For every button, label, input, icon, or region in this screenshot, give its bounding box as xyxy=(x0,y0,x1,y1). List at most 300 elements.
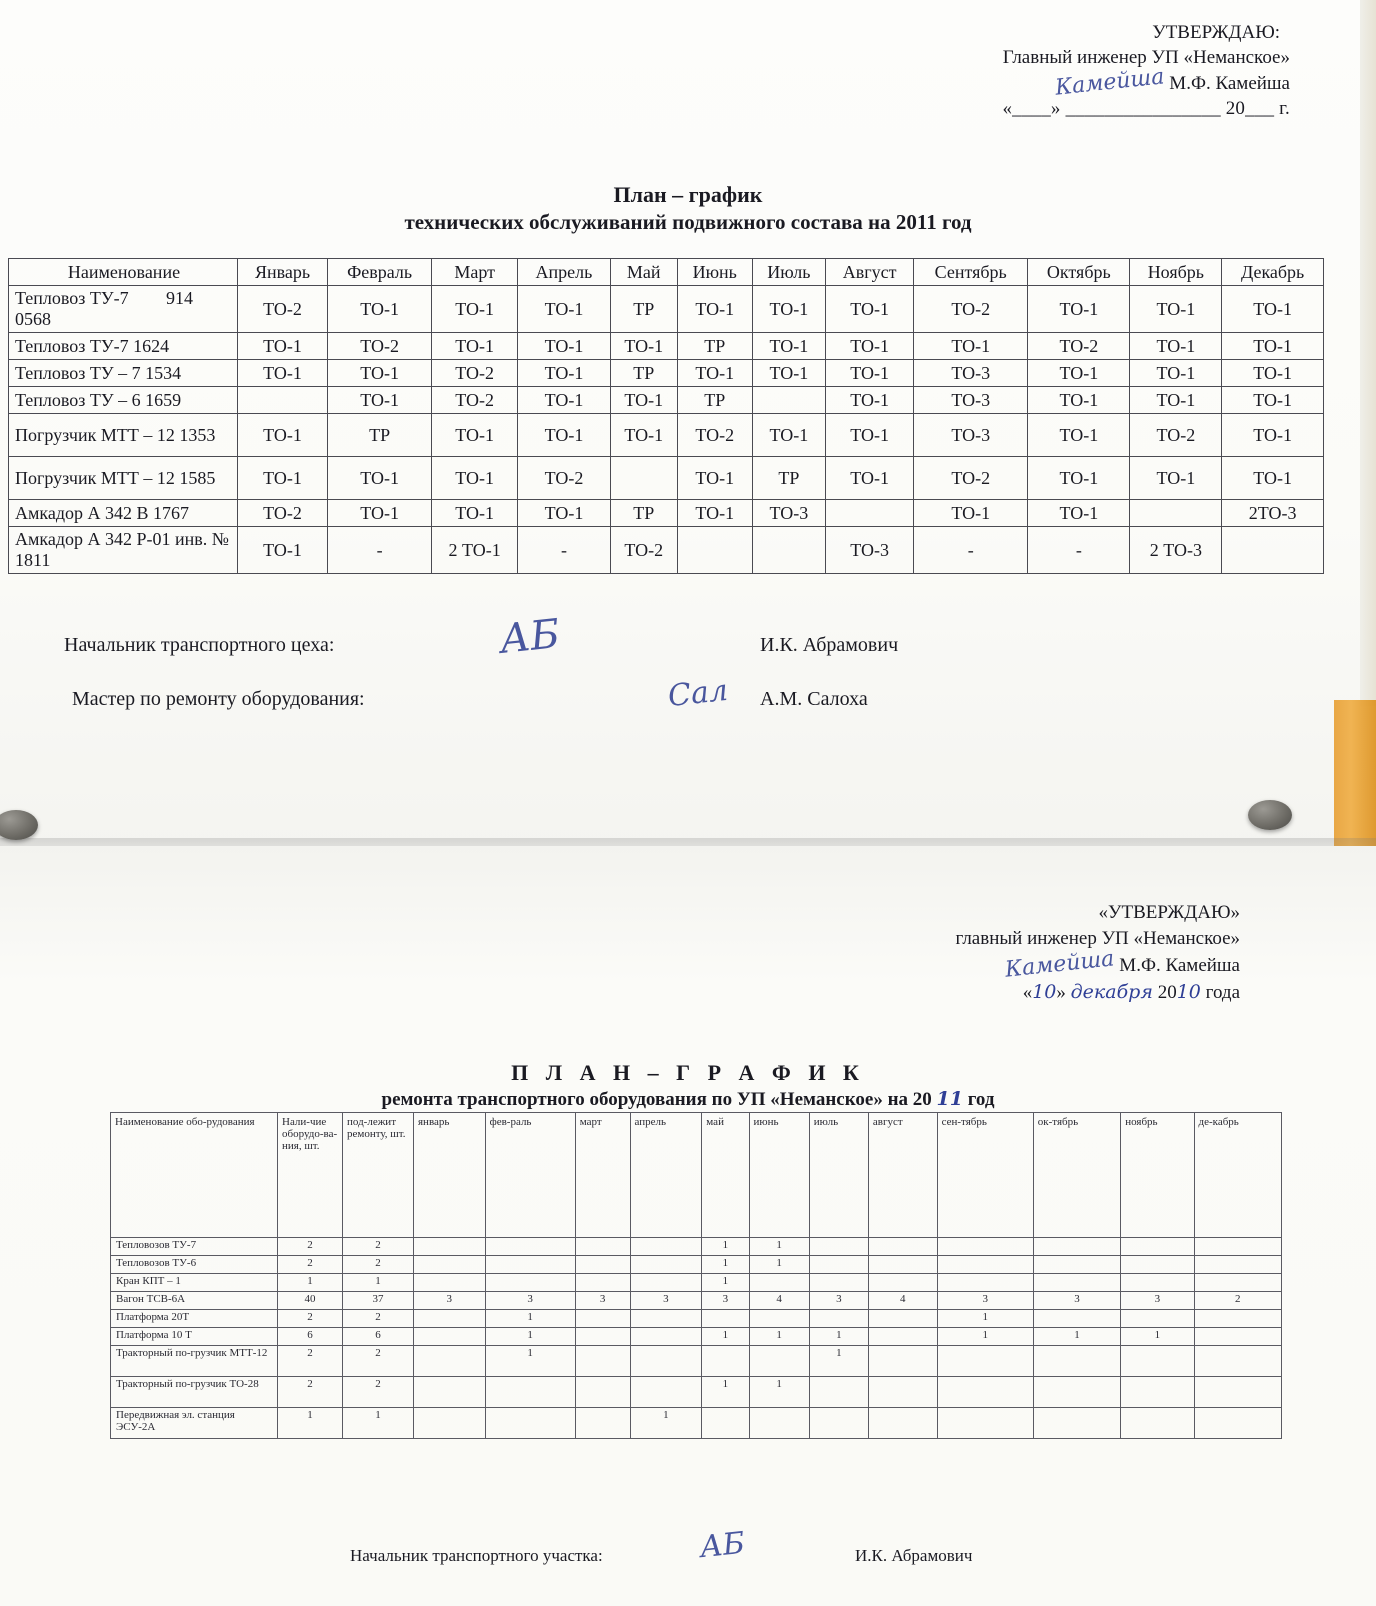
cell-march xyxy=(575,1274,630,1292)
cell-august: 4 xyxy=(868,1292,937,1310)
cell-january xyxy=(414,1274,486,1292)
cell-february xyxy=(485,1408,575,1439)
cell-september: ТО-3 xyxy=(914,360,1028,387)
cell-february: 1 xyxy=(485,1310,575,1328)
col-header-november: Ноябрь xyxy=(1130,259,1222,286)
handwritten-signature: Камейша xyxy=(1003,946,1116,983)
cell-quantity: 6 xyxy=(278,1328,343,1346)
table-row xyxy=(9,500,1324,527)
cell-april: - xyxy=(518,527,610,574)
cell-october: ТО-1 xyxy=(1028,286,1130,333)
cell-may xyxy=(702,1310,749,1328)
col-header-april: Апрель xyxy=(518,259,610,286)
table-row xyxy=(111,1310,1282,1328)
cell-december xyxy=(1194,1328,1282,1346)
row-extra-number: 914 xyxy=(166,288,193,308)
page-edge-strip xyxy=(1360,0,1376,706)
row-label: Тепловоз ТУ – 6 1659 xyxy=(9,387,238,414)
cell-july xyxy=(809,1274,868,1292)
cell-april: ТО-1 xyxy=(518,500,610,527)
cell-february: 1 xyxy=(485,1328,575,1346)
table-row xyxy=(9,360,1324,387)
cell-august: ТО-1 xyxy=(826,333,914,360)
cell-june: 1 xyxy=(749,1256,809,1274)
cell-april xyxy=(630,1377,702,1408)
cell-june: ТО-1 xyxy=(677,286,752,333)
cell-april: ТО-1 xyxy=(518,414,610,457)
cell-november xyxy=(1121,1256,1194,1274)
cell-october: 3 xyxy=(1033,1292,1120,1310)
cell-june xyxy=(749,1310,809,1328)
cell-may: 1 xyxy=(702,1328,749,1346)
cell-september xyxy=(937,1346,1033,1377)
cell-april xyxy=(630,1346,702,1377)
cell-february xyxy=(485,1256,575,1274)
cell-october xyxy=(1033,1408,1120,1439)
cell-april xyxy=(630,1238,702,1256)
cell-december: ТО-1 xyxy=(1222,286,1324,333)
cell-december xyxy=(1194,1238,1282,1256)
cell-may: ТР xyxy=(610,360,677,387)
col-header-september: сен-тябрь xyxy=(937,1113,1033,1238)
cell-july xyxy=(752,387,825,414)
cell-december xyxy=(1194,1377,1282,1408)
approval-person-title: Главный инженер УП «Неманское» xyxy=(1002,47,1290,68)
cell-march xyxy=(575,1377,630,1408)
cell-september: 3 xyxy=(937,1292,1033,1310)
cell-november xyxy=(1121,1238,1194,1256)
cell-may: 1 xyxy=(702,1377,749,1408)
cell-august: ТО-1 xyxy=(826,387,914,414)
table-row xyxy=(9,527,1324,574)
cell-november xyxy=(1130,500,1222,527)
cell-quantity: 2 xyxy=(278,1346,343,1377)
cell-quantity: 1 xyxy=(278,1274,343,1292)
cell-august: ТО-1 xyxy=(826,414,914,457)
cell-february: ТО-1 xyxy=(328,387,432,414)
cell-december: ТО-1 xyxy=(1222,360,1324,387)
cell-january: ТО-2 xyxy=(238,286,328,333)
cell-june xyxy=(677,527,752,574)
row-label: Платформа 20Т xyxy=(111,1310,278,1328)
cell-july xyxy=(809,1238,868,1256)
row-label: Платформа 10 Т xyxy=(111,1328,278,1346)
cell-march: ТО-1 xyxy=(432,286,518,333)
col-header-august: Август xyxy=(826,259,914,286)
col-header-march: март xyxy=(575,1113,630,1238)
row-label: Тепловозов ТУ-7 xyxy=(111,1238,278,1256)
row-label: Тепловозов ТУ-6 xyxy=(111,1256,278,1274)
col-header-november: ноябрь xyxy=(1121,1113,1194,1238)
cell-august xyxy=(868,1377,937,1408)
cell-november xyxy=(1121,1408,1194,1439)
date-year-handwritten: 10 xyxy=(1176,981,1201,1003)
cell-june: ТО-1 xyxy=(677,360,752,387)
cell-december: ТО-1 xyxy=(1222,333,1324,360)
cell-october: ТО-2 xyxy=(1028,333,1130,360)
top-approval-block xyxy=(930,20,1290,121)
cell-november xyxy=(1121,1377,1194,1408)
cell-february: ТО-2 xyxy=(328,333,432,360)
col-header-july: Июль xyxy=(752,259,825,286)
approval-signature-row xyxy=(930,64,1290,101)
cell-october: - xyxy=(1028,527,1130,574)
cell-july: 1 xyxy=(809,1346,868,1377)
cell-february: 3 xyxy=(485,1292,575,1310)
cell-september: ТО-3 xyxy=(914,414,1028,457)
row-label: Тепловоз ТУ-7 1624 xyxy=(9,333,238,360)
cell-october: ТО-1 xyxy=(1028,387,1130,414)
row-label: Погрузчик МТТ – 12 1585 xyxy=(9,457,238,500)
approval-date-line xyxy=(820,979,1240,1006)
cell-february: ТО-1 xyxy=(328,286,432,333)
cell-may: 1 xyxy=(702,1238,749,1256)
cell-april: ТО-1 xyxy=(518,286,610,333)
cell-to-repair: 2 xyxy=(343,1310,414,1328)
subtitle-part-b: год xyxy=(967,1089,995,1110)
cell-august xyxy=(868,1238,937,1256)
subtitle-year-handwritten: 11 xyxy=(936,1088,963,1110)
cell-june: ТР xyxy=(677,387,752,414)
cell-november: ТО-1 xyxy=(1130,360,1222,387)
cell-october: ТО-1 xyxy=(1028,360,1130,387)
table-row xyxy=(111,1408,1282,1439)
cell-december: 2ТО-3 xyxy=(1222,500,1324,527)
cell-june xyxy=(749,1408,809,1439)
cell-october: ТО-1 xyxy=(1028,414,1130,457)
cell-june: 1 xyxy=(749,1238,809,1256)
col-header-august: август xyxy=(868,1113,937,1238)
cell-november: 1 xyxy=(1121,1328,1194,1346)
cell-august xyxy=(868,1256,937,1274)
cell-quantity: 2 xyxy=(278,1310,343,1328)
col-header-june: Июнь xyxy=(677,259,752,286)
cell-february: ТО-1 xyxy=(328,500,432,527)
col-header-december: Декабрь xyxy=(1222,259,1324,286)
approval-person-name: М.Ф. Камейша xyxy=(1119,955,1240,976)
table-row xyxy=(111,1377,1282,1408)
handwritten-signature: Камейша xyxy=(1054,64,1166,101)
repair-plan-table xyxy=(110,1112,1282,1439)
cell-january xyxy=(414,1408,486,1439)
cell-february: ТР xyxy=(328,414,432,457)
cell-october xyxy=(1033,1274,1120,1292)
cell-march xyxy=(575,1346,630,1377)
cell-september: ТО-1 xyxy=(914,500,1028,527)
cell-march: ТО-1 xyxy=(432,414,518,457)
cell-december: ТО-1 xyxy=(1222,457,1324,500)
col-header-february: фев-раль xyxy=(485,1113,575,1238)
cell-august xyxy=(868,1310,937,1328)
top-document-subtitle: технических обслуживаний подвижного состава на 2011 год xyxy=(404,210,972,234)
cell-september: ТО-2 xyxy=(914,286,1028,333)
cell-march xyxy=(575,1408,630,1439)
cell-september xyxy=(937,1274,1033,1292)
cell-quantity: 1 xyxy=(278,1408,343,1439)
cell-november: ТО-1 xyxy=(1130,457,1222,500)
cell-june: 1 xyxy=(749,1328,809,1346)
approval-person-title: главный инженер УП «Неманское» xyxy=(955,928,1240,949)
cell-november: ТО-1 xyxy=(1130,387,1222,414)
magnet-right xyxy=(1248,800,1292,830)
cell-august: ТО-1 xyxy=(826,360,914,387)
cell-march: ТО-2 xyxy=(432,387,518,414)
cell-april xyxy=(630,1256,702,1274)
cell-december xyxy=(1194,1256,1282,1274)
cell-september: ТО-3 xyxy=(914,387,1028,414)
approval-title: УТВЕРЖДАЮ: xyxy=(1152,22,1280,43)
cell-to-repair: 2 xyxy=(343,1256,414,1274)
col-header-name: Наименование xyxy=(9,259,238,286)
subtitle-part-a: ремонта транспортного оборудования по УП «Неманское» на 20 xyxy=(381,1089,932,1110)
row-name-cell xyxy=(9,286,238,333)
cell-september: ТО-2 xyxy=(914,457,1028,500)
table-row xyxy=(9,286,1324,333)
cell-january xyxy=(414,1256,486,1274)
cell-june xyxy=(749,1346,809,1377)
cell-june: 4 xyxy=(749,1292,809,1310)
table-row xyxy=(111,1256,1282,1274)
cell-july xyxy=(809,1377,868,1408)
row-label: Амкадор А 342 Р-01 инв. № 1811 xyxy=(9,527,238,574)
cell-september: - xyxy=(914,527,1028,574)
cell-july: ТО-1 xyxy=(752,286,825,333)
cell-january: ТО-1 xyxy=(238,457,328,500)
col-header-may: Май xyxy=(610,259,677,286)
cell-december xyxy=(1194,1408,1282,1439)
cell-february: - xyxy=(328,527,432,574)
cell-may xyxy=(702,1408,749,1439)
table-row xyxy=(111,1346,1282,1377)
cell-february: ТО-1 xyxy=(328,360,432,387)
cell-march: ТО-1 xyxy=(432,500,518,527)
col-header-february: Февраль xyxy=(328,259,432,286)
cell-to-repair: 2 xyxy=(343,1377,414,1408)
cell-december: ТО-1 xyxy=(1222,387,1324,414)
cell-october: ТО-1 xyxy=(1028,500,1130,527)
cell-october xyxy=(1033,1256,1120,1274)
cell-july: 3 xyxy=(809,1292,868,1310)
col-header-september: Сентябрь xyxy=(914,259,1028,286)
row-label: Тракторный по-грузчик МТТ-12 xyxy=(111,1346,278,1377)
row-label: Тепловоз ТУ – 7 1534 xyxy=(9,360,238,387)
cell-june: 1 xyxy=(749,1377,809,1408)
date-suffix: года xyxy=(1205,982,1240,1003)
cell-may xyxy=(610,457,677,500)
cell-march: 2 ТО-1 xyxy=(432,527,518,574)
col-header-june: июнь xyxy=(749,1113,809,1238)
cell-october xyxy=(1033,1377,1120,1408)
handwritten-signature-master: Сал xyxy=(666,672,730,715)
maintenance-schedule-table xyxy=(8,258,1324,574)
cell-january xyxy=(414,1377,486,1408)
cell-november xyxy=(1121,1310,1194,1328)
cell-april: 1 xyxy=(630,1408,702,1439)
cell-june: ТО-1 xyxy=(677,457,752,500)
cell-july xyxy=(809,1256,868,1274)
bottom-document-title: П Л А Н – Г Р А Ф И К xyxy=(511,1060,865,1085)
cell-july: ТР xyxy=(752,457,825,500)
cell-april: ТО-1 xyxy=(518,360,610,387)
cell-january xyxy=(414,1310,486,1328)
cell-october xyxy=(1033,1346,1120,1377)
cell-may: 1 xyxy=(702,1274,749,1292)
cell-december: 2 xyxy=(1194,1292,1282,1310)
signature-label-chief: Начальник транспортного цеха: xyxy=(64,634,335,656)
cell-may: ТО-1 xyxy=(610,387,677,414)
cell-to-repair: 37 xyxy=(343,1292,414,1310)
row-label: Передвижная эл. станция ЭСУ-2А xyxy=(111,1408,278,1439)
cell-to-repair: 6 xyxy=(343,1328,414,1346)
approval-title: «УТВЕРЖДАЮ» xyxy=(1098,902,1240,923)
cell-february: 1 xyxy=(485,1346,575,1377)
cell-november xyxy=(1121,1346,1194,1377)
cell-january: ТО-1 xyxy=(238,527,328,574)
cell-november: ТО-1 xyxy=(1130,333,1222,360)
cell-december xyxy=(1194,1274,1282,1292)
cell-november: ТО-1 xyxy=(1130,286,1222,333)
col-header-equipment: Наименование обо-рудования xyxy=(111,1113,278,1238)
col-header-october: Октябрь xyxy=(1028,259,1130,286)
cell-october: 1 xyxy=(1033,1328,1120,1346)
date-year-prefix: 20 xyxy=(1157,982,1177,1003)
cell-july xyxy=(809,1408,868,1439)
cell-may: ТР xyxy=(610,286,677,333)
cell-april xyxy=(630,1310,702,1328)
cell-april: 3 xyxy=(630,1292,702,1310)
cell-november: ТО-2 xyxy=(1130,414,1222,457)
table-row xyxy=(111,1274,1282,1292)
row-label: Вагон ТСВ-6А xyxy=(111,1292,278,1310)
cell-march: ТО-1 xyxy=(432,457,518,500)
cell-december xyxy=(1194,1310,1282,1328)
cell-august xyxy=(868,1346,937,1377)
cell-august: ТО-1 xyxy=(826,286,914,333)
cell-may: ТО-1 xyxy=(610,333,677,360)
cell-may xyxy=(702,1346,749,1377)
cell-july: ТО-1 xyxy=(752,414,825,457)
cell-january: ТО-1 xyxy=(238,360,328,387)
row-label: Амкадор А 342 В 1767 xyxy=(9,500,238,527)
handwritten-signature-chief: АБ xyxy=(497,611,562,663)
cell-july: ТО-1 xyxy=(752,360,825,387)
cell-to-repair: 1 xyxy=(343,1408,414,1439)
cell-december xyxy=(1194,1346,1282,1377)
cell-quantity: 2 xyxy=(278,1256,343,1274)
cell-january xyxy=(414,1346,486,1377)
cell-december xyxy=(1222,527,1324,574)
col-header-quantity: Нали-чие оборудо-ва-ния, шт. xyxy=(278,1113,343,1238)
col-header-january: январь xyxy=(414,1113,486,1238)
cell-march xyxy=(575,1256,630,1274)
table-row xyxy=(9,333,1324,360)
approval-date-line: «____» ________________ 20___ г. xyxy=(1002,98,1290,119)
cell-october xyxy=(1033,1310,1120,1328)
cell-september xyxy=(937,1256,1033,1274)
col-header-july: июль xyxy=(809,1113,868,1238)
table-row xyxy=(9,414,1324,457)
col-header-april: апрель xyxy=(630,1113,702,1238)
cell-march: 3 xyxy=(575,1292,630,1310)
cell-april: ТО-2 xyxy=(518,457,610,500)
cell-october xyxy=(1033,1238,1120,1256)
row-label: Тепловоз ТУ-7 0568 xyxy=(15,288,129,329)
col-header-may: май xyxy=(702,1113,749,1238)
cell-january xyxy=(238,387,328,414)
cell-quantity: 2 xyxy=(278,1377,343,1408)
cell-quantity: 40 xyxy=(278,1292,343,1310)
cell-september: ТО-1 xyxy=(914,333,1028,360)
cell-march xyxy=(575,1238,630,1256)
col-header-march: Март xyxy=(432,259,518,286)
cell-april: ТО-1 xyxy=(518,387,610,414)
date-quote-open: « xyxy=(1022,982,1033,1003)
cell-october: ТО-1 xyxy=(1028,457,1130,500)
cell-december: ТО-1 xyxy=(1222,414,1324,457)
cell-april xyxy=(630,1274,702,1292)
cell-june: ТР xyxy=(677,333,752,360)
table-row xyxy=(111,1292,1282,1310)
col-header-december: де-кабрь xyxy=(1194,1113,1282,1238)
cell-july xyxy=(752,527,825,574)
cell-august: ТО-1 xyxy=(826,457,914,500)
cell-november: 2 ТО-3 xyxy=(1130,527,1222,574)
cell-to-repair: 1 xyxy=(343,1274,414,1292)
cell-quantity: 2 xyxy=(278,1238,343,1256)
cell-january: 3 xyxy=(414,1292,486,1310)
cell-november: 3 xyxy=(1121,1292,1194,1310)
cell-to-repair: 2 xyxy=(343,1238,414,1256)
cell-may: ТО-2 xyxy=(610,527,677,574)
cell-september: 1 xyxy=(937,1310,1033,1328)
date-month-handwritten: декабря xyxy=(1070,981,1153,1003)
cell-august: ТО-3 xyxy=(826,527,914,574)
bottom-approval-block xyxy=(820,900,1240,1006)
date-quote-close: » xyxy=(1056,982,1066,1003)
cell-january: ТО-2 xyxy=(238,500,328,527)
cell-march xyxy=(575,1328,630,1346)
cell-march: ТО-1 xyxy=(432,333,518,360)
signature-name-section-head: И.К. Абрамович xyxy=(855,1546,973,1565)
cell-june: ТО-1 xyxy=(677,500,752,527)
cell-february: ТО-1 xyxy=(328,457,432,500)
approval-signature-row xyxy=(820,946,1240,983)
cell-january xyxy=(414,1238,486,1256)
cell-july: 1 xyxy=(809,1328,868,1346)
cell-august xyxy=(868,1274,937,1292)
col-header-october: ок-тябрь xyxy=(1033,1113,1120,1238)
table-row xyxy=(9,457,1324,500)
cell-august xyxy=(868,1328,937,1346)
table-row xyxy=(9,387,1324,414)
cell-january: ТО-1 xyxy=(238,414,328,457)
cell-may: ТР xyxy=(610,500,677,527)
cell-january: ТО-1 xyxy=(238,333,328,360)
cell-august xyxy=(868,1408,937,1439)
cell-july: ТО-1 xyxy=(752,333,825,360)
cell-september xyxy=(937,1238,1033,1256)
row-label: Тракторный по-грузчик ТО-28 xyxy=(111,1377,278,1408)
cell-february xyxy=(485,1377,575,1408)
cell-february xyxy=(485,1274,575,1292)
cell-september xyxy=(937,1408,1033,1439)
signature-name-master: А.М. Салоха xyxy=(760,688,868,710)
cell-june xyxy=(749,1274,809,1292)
approval-person-name: М.Ф. Камейша xyxy=(1169,73,1290,94)
cell-may: ТО-1 xyxy=(610,414,677,457)
cell-january xyxy=(414,1328,486,1346)
cell-may: 1 xyxy=(702,1256,749,1274)
